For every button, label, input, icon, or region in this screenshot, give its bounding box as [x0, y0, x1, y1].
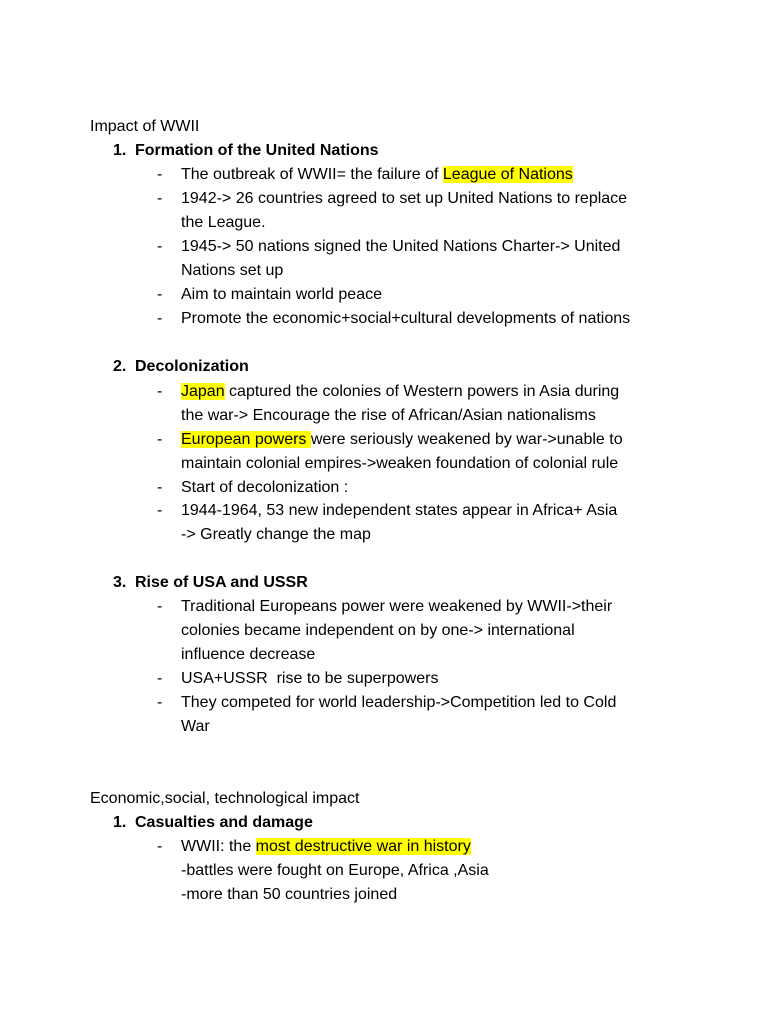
bullet-dash: - — [157, 310, 163, 327]
bullet-dash: - — [157, 670, 163, 687]
bullet-text-part: were seriously weakened by war->unable to — [310, 431, 623, 448]
bullet-dash: - — [157, 598, 163, 615]
list-number: 1. — [113, 142, 127, 159]
bullet-text-continued: influence decrease — [181, 646, 316, 663]
section-title: Economic,social, technological impact — [90, 790, 360, 807]
bullet-text-continued: Nations set up — [181, 262, 284, 279]
bullet-text-continued: the war-> Encourage the rise of African/Asian nationalisms — [181, 407, 596, 424]
list-heading: Decolonization — [135, 358, 249, 375]
bullet-dash: - — [157, 431, 163, 448]
highlighted-text: European powers — [181, 431, 311, 448]
bullet-text-continued: War — [181, 718, 210, 735]
bullet-dash: - — [157, 166, 163, 183]
bullet-text — [181, 380, 619, 404]
section-title: Impact of WWII — [90, 118, 200, 135]
highlighted-text: most destructive war in history — [255, 838, 471, 855]
bullet-text-continued: -battles were fought on Europe, Africa ,Asia — [181, 862, 489, 879]
bullet-text-continued: -> Greatly change the map — [181, 526, 371, 543]
bullet-dash: - — [157, 383, 163, 400]
bullet-dash: - — [157, 694, 163, 711]
bullet-dash: - — [157, 479, 163, 496]
bullet-text-continued: colonies became independent on by one-> international — [181, 622, 575, 639]
list-number: 1. — [113, 814, 127, 831]
bullet-dash: - — [157, 838, 163, 855]
bullet-text: Aim to maintain world peace — [181, 286, 382, 303]
bullet-text: USA+USSR rise to be superpowers — [181, 670, 439, 687]
list-heading: Casualties and damage — [135, 814, 313, 831]
bullet-text-part: WWII: the — [181, 838, 256, 855]
bullet-text — [181, 428, 623, 452]
bullet-text — [181, 835, 471, 859]
list-heading: Rise of USA and USSR — [135, 574, 308, 591]
bullet-text: They competed for world leadership->Competition led to Cold — [181, 694, 617, 711]
bullet-text-part: The outbreak of WWII= the failure of — [181, 166, 443, 183]
list-number: 2. — [113, 358, 127, 375]
bullet-dash: - — [157, 286, 163, 303]
bullet-text: 1942-> 26 countries agreed to set up United Nations to replace — [181, 190, 628, 207]
bullet-text: 1945-> 50 nations signed the United Nations Charter-> United — [181, 238, 621, 255]
bullet-text: Traditional Europeans power were weakened by WWII->their — [181, 598, 613, 615]
bullet-text-continued: -more than 50 countries joined — [181, 886, 398, 903]
bullet-text-part: captured the colonies of Western powers in Asia during — [224, 383, 620, 400]
bullet-dash: - — [157, 190, 163, 207]
bullet-text: 1944-1964, 53 new independent states appear in Africa+ Asia — [181, 502, 618, 519]
highlighted-text: League of Nations — [442, 166, 573, 183]
bullet-dash: - — [157, 238, 163, 255]
bullet-text — [181, 163, 573, 187]
highlighted-text: Japan — [181, 383, 225, 400]
list-heading: Formation of the United Nations — [135, 142, 379, 159]
bullet-text: Start of decolonization : — [181, 479, 349, 496]
bullet-text-continued: the League. — [181, 214, 266, 231]
bullet-text-continued: maintain colonial empires->weaken foundation of colonial rule — [181, 455, 619, 472]
bullet-dash: - — [157, 502, 163, 519]
list-number: 3. — [113, 574, 127, 591]
bullet-text: Promote the economic+social+cultural developments of nations — [181, 310, 631, 327]
